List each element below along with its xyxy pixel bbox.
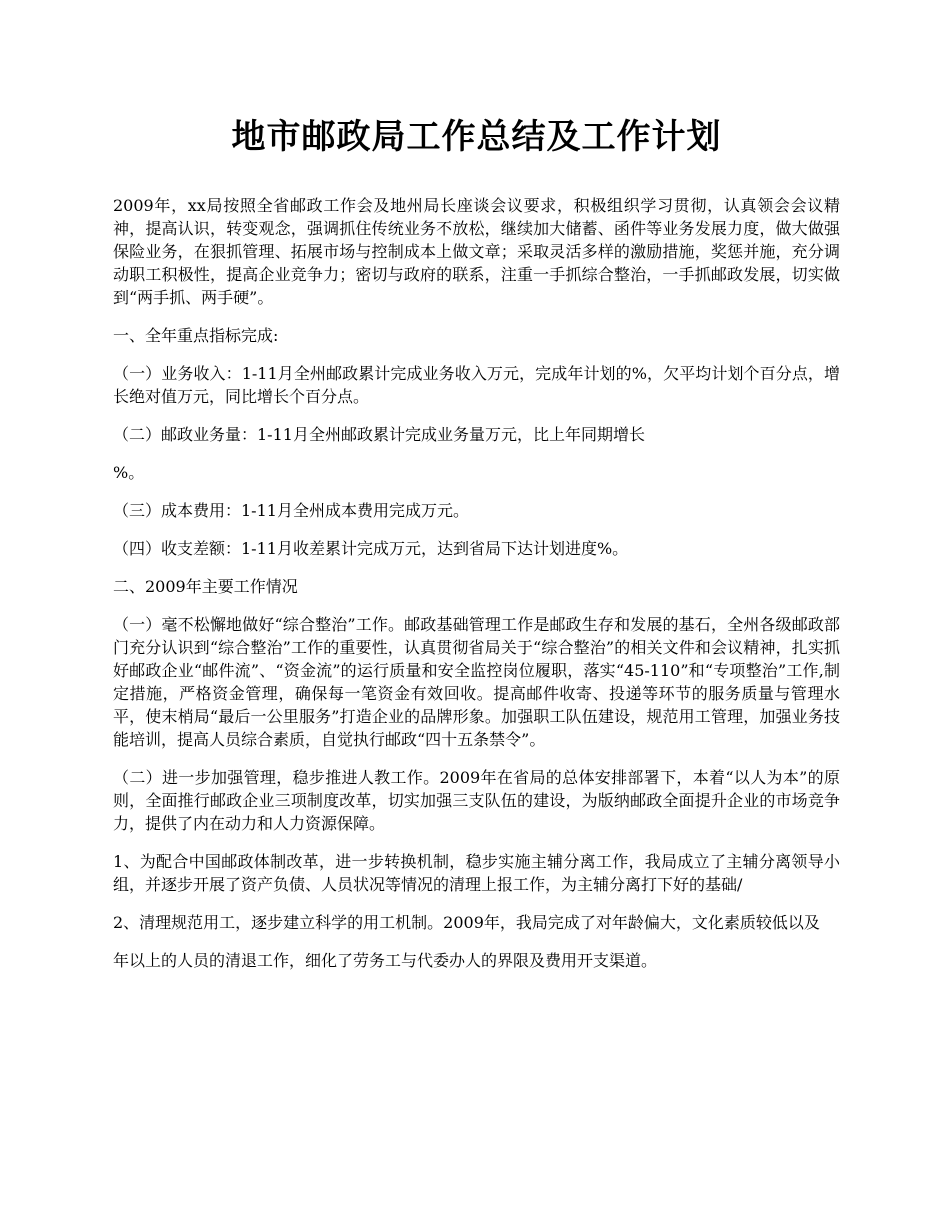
paragraph-main-auxiliary-separation: 1、为配合中国邮政体制改革，进一步转换机制，稳步实施主辅分离工作，我局成立了主辅分离领导小组，并逐步开展了资产负债、人员状况等情况的清理上报工作，为主辅分离打下好的基础/ [113, 852, 840, 894]
paragraph-business-revenue: （一）业务收入：1-11月全州邮政累计完成业务收入万元，完成年计划的%，欠平均计划个百分点，增长绝对值万元，同比增长个百分点。 [113, 364, 840, 406]
paragraph-business-volume: （二）邮政业务量：1-11月全州邮政累计完成业务量万元，比上年同期增长 [113, 425, 645, 444]
paragraph-retirement-cleanup: 年以上的人员的清退工作，细化了劳务工与代委办人的界限及费用开支渠道。 [113, 951, 658, 970]
paragraph-employment-cleanup: 2、清理规范用工，逐步建立科学的用工机制。2009年，我局完成了对年龄偏大，文化素质较低以及 [113, 913, 820, 932]
paragraph-intro: 2009年，xx局按照全省邮政工作会及地州局长座谈会议要求，积极组织学习贯彻，认真领会会议精神，提高认识，转变观念，强调抓住传统业务不放松，继续加大储蓄、函件等业务发展力度，做大做强保险业务，在狠抓管理、拓展市场与控制成本上做文章；采取灵活多样的激励措施，奖惩并施，充分调动职工积极性，提高企业竞争力；密切与政府的联系，注重一手抓综合整治，一手抓邮政发展，切实做到“两手抓、两手硬”。 [113, 196, 840, 307]
paragraph-percent-fragment: %。 [113, 463, 145, 482]
paragraph-personnel-management: （二）进一步加强管理，稳步推进人教工作。2009年在省局的总体安排部署下，本着“以人为本”的原则，全面推行邮政企业三项制度改革，切实加强三支队伍的建设，为版纳邮政全面提升企业的市场竞争力，提供了内在动力和人力资源保障。 [113, 768, 840, 833]
document-page [113, 110, 840, 987]
document-title: 地市邮政局工作总结及工作计划 [231, 117, 722, 157]
heading-main-work: 二、2009年主要工作情况 [113, 577, 298, 596]
paragraph-cost: （三）成本费用：1-11月全州成本费用完成万元。 [113, 501, 469, 520]
paragraph-balance: （四）收支差额：1-11月收差累计完成万元，达到省局下达计划进度%。 [113, 539, 629, 558]
paragraph-comprehensive-rectification: （一）毫不松懈地做好“综合整治”工作。邮政基础管理工作是邮政生存和发展的基石，全州各级邮政部门充分认识到“综合整治”工作的重要性，认真贯彻省局关于“综合整治”的相关文件和会议精神，扎实抓好邮政企业“邮件流”、“资金流”的运行质量和安全监控岗位履职，落实“45-110”和“专项整治”工作,制定措施，严格资金管理，确保每一笔资金有效回收。提高邮件收寄、投递等环节的服务质量与管理水平，使末梢局“最后一公里服务”打造企业的品牌形象。加强职工队伍建设，规范用工管理，加强业务技能培训，提高人员综合素质，自觉执行邮政“四十五条禁令”。 [113, 615, 840, 749]
heading-key-indicators: 一、全年重点指标完成: [113, 326, 279, 345]
